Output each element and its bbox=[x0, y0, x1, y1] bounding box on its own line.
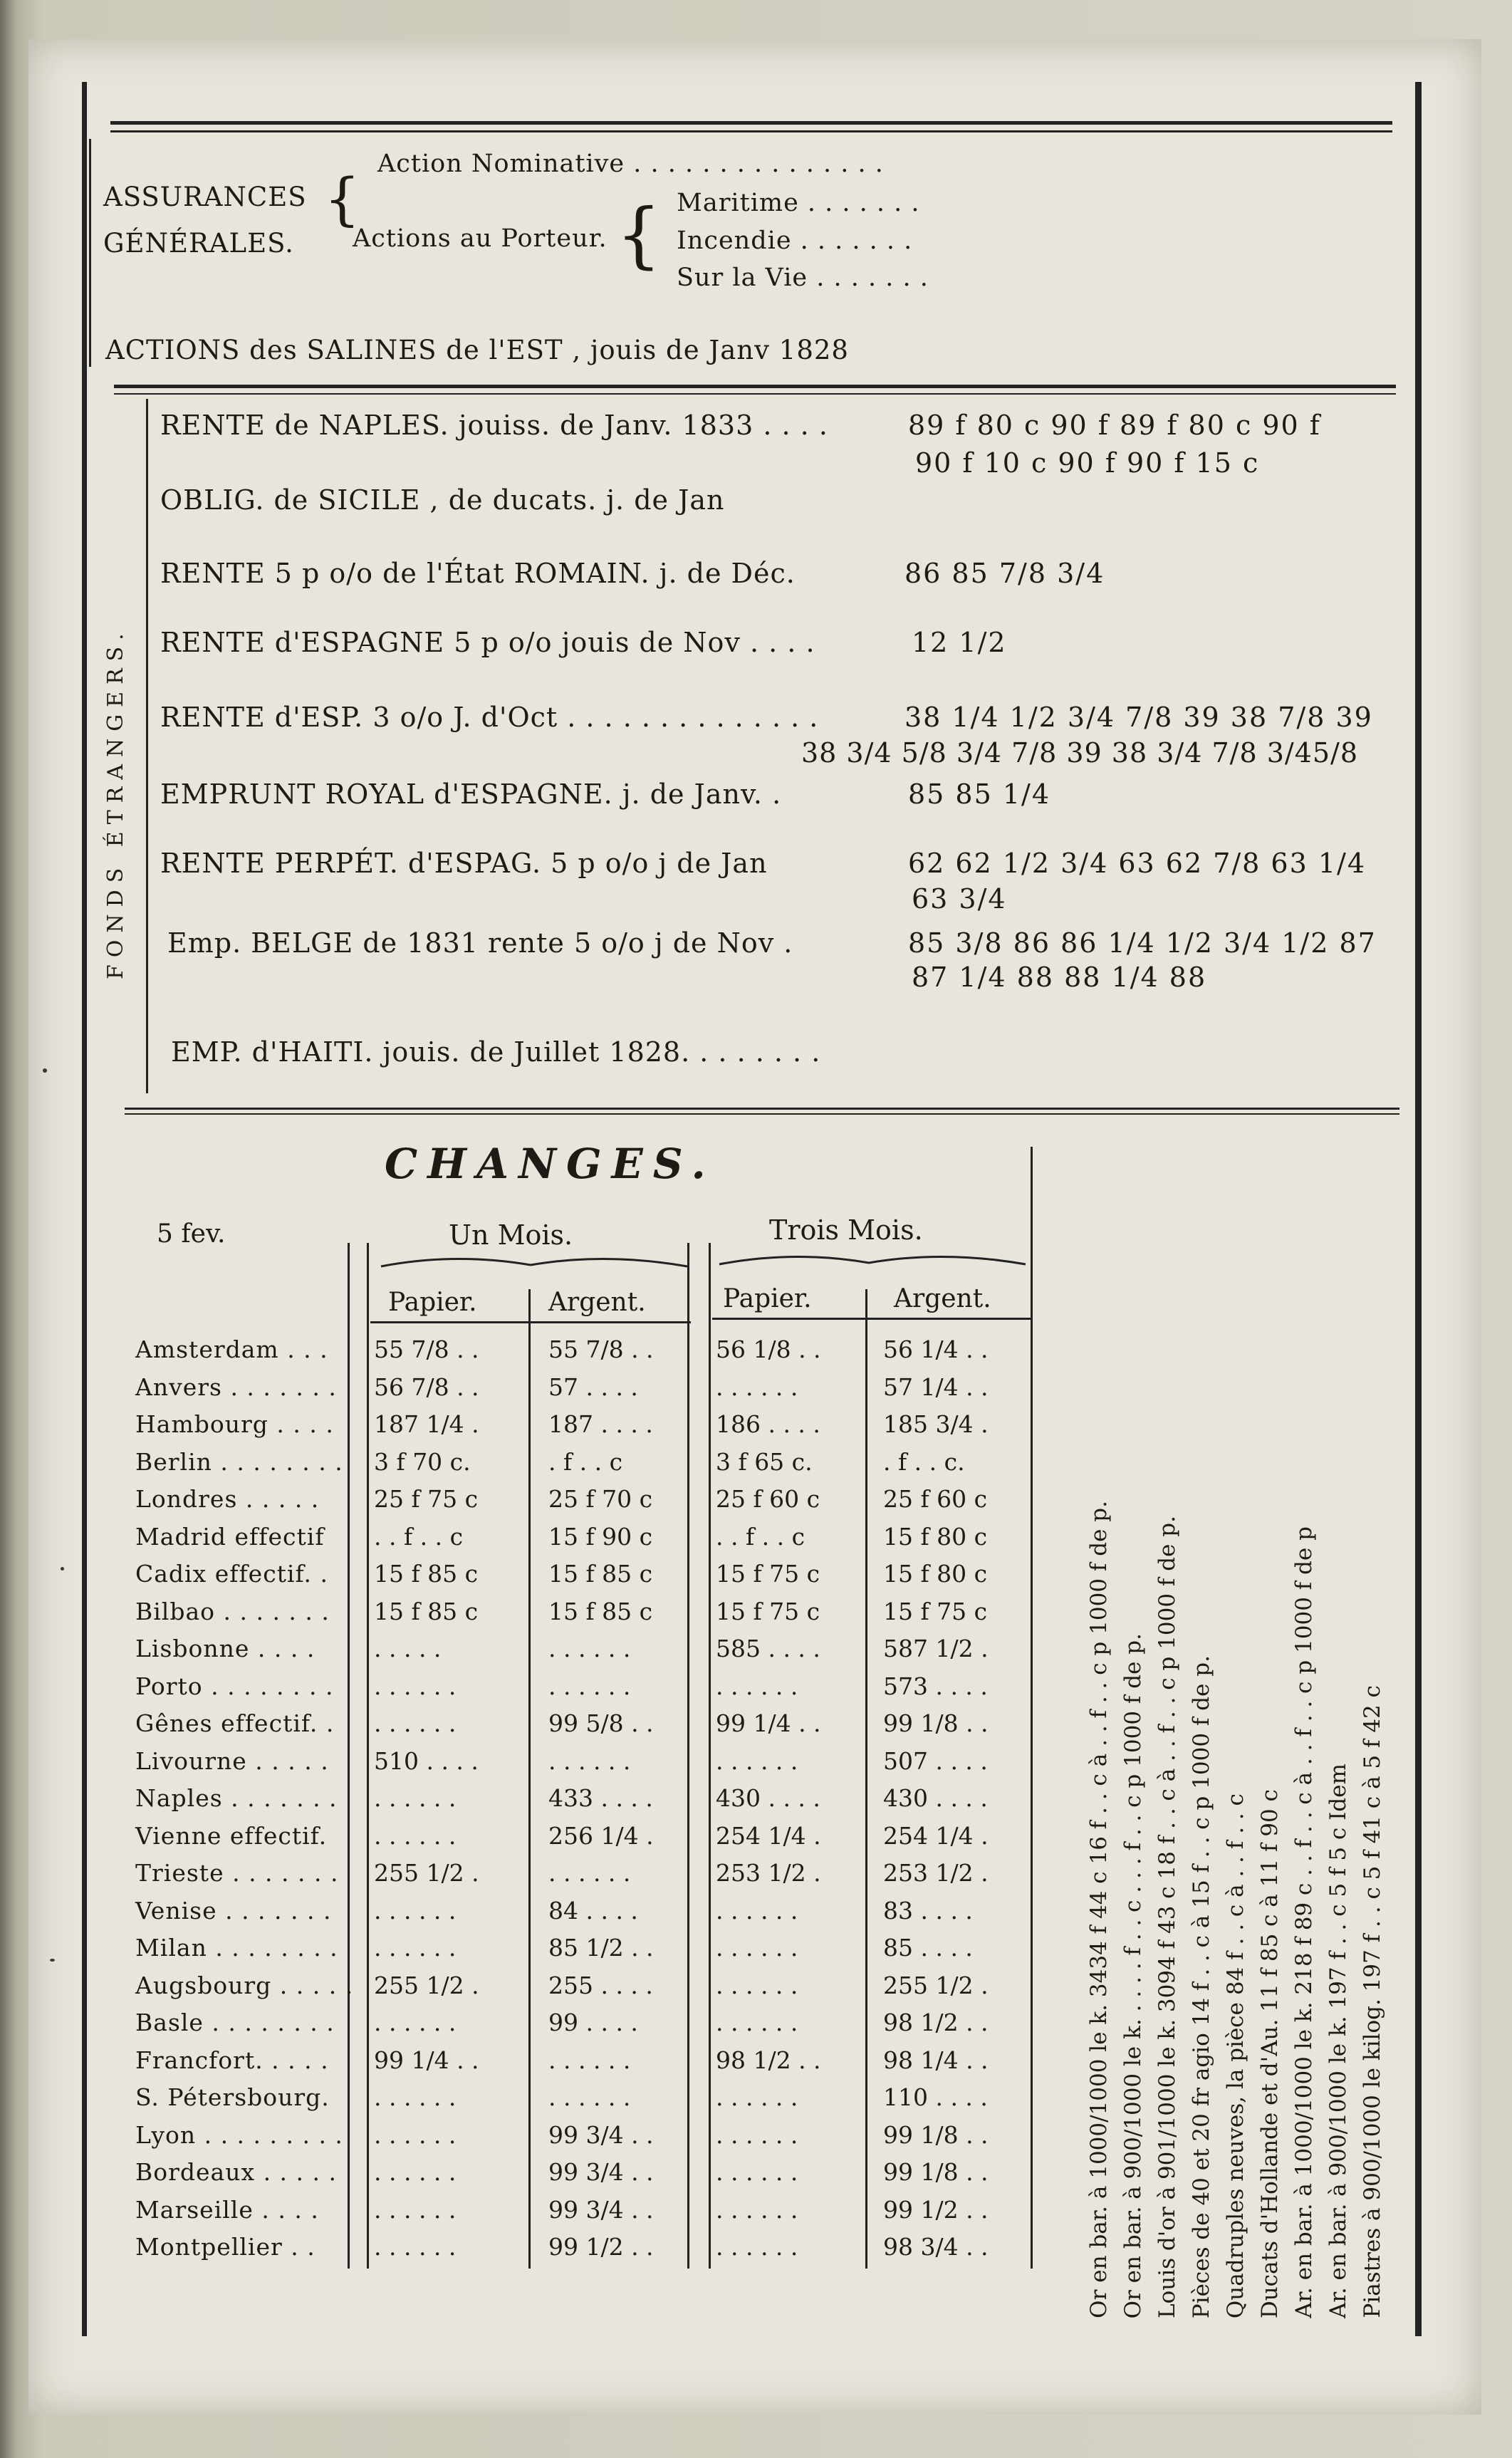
change-cell-c4: 99 1/8 . . bbox=[883, 2121, 989, 2149]
fonds-value-4-extra: 38 3/4 5/8 3/4 7/8 39 38 3/4 7/8 3/45/8 bbox=[801, 737, 1359, 769]
change-cell-c1: 25 f 75 c bbox=[374, 1485, 479, 1513]
brace-right: { bbox=[616, 193, 662, 276]
actions-porteur: Actions au Porteur. bbox=[353, 224, 608, 253]
metal-label: Ar. en bar. à 900/1000 le k. bbox=[1325, 2016, 1351, 2318]
speck bbox=[61, 1567, 64, 1571]
metal-value: 84 f . . c à . . f . . c bbox=[1223, 1793, 1248, 1995]
change-cell-c4: 185 3/4 . bbox=[883, 1410, 989, 1438]
metal-label: Louis d'or à 901/1000 le k. bbox=[1154, 2019, 1180, 2318]
change-cell-c3: . . . . . . bbox=[716, 2196, 798, 2224]
change-city: Milan . . . . . . . . bbox=[135, 1934, 338, 1962]
metal-line bbox=[1291, 1526, 1317, 2318]
change-cell-c2: 99 3/4 . . bbox=[548, 2158, 654, 2186]
change-cell-c2: . . . . . . bbox=[548, 2083, 631, 2111]
change-cell-c4: 98 1/2 . . bbox=[883, 2009, 989, 2036]
papier-header-3: Papier. bbox=[723, 1284, 812, 1313]
change-cell-c4: 430 . . . . bbox=[883, 1784, 988, 1812]
change-cell-c4: 254 1/4 . bbox=[883, 1822, 989, 1850]
change-cell-c3: . . . . . . bbox=[716, 2009, 798, 2036]
change-cell-c1: . . . . . . bbox=[374, 1934, 457, 1962]
change-city: Amsterdam . . . bbox=[135, 1335, 328, 1363]
un-mois-underline bbox=[370, 1321, 691, 1323]
change-cell-c3: 254 1/4 . bbox=[716, 1822, 821, 1850]
fonds-value-7b: 87 1/4 88 88 1/4 88 bbox=[912, 962, 1207, 993]
change-city: Francfort. . . . . bbox=[135, 2046, 329, 2074]
change-cell-c4: . f . . c. bbox=[883, 1448, 965, 1476]
change-cell-c1: . . . . . . bbox=[374, 2158, 457, 2186]
change-cell-c1: 15 f 85 c bbox=[374, 1598, 479, 1625]
col-rule-1 bbox=[348, 1243, 350, 2269]
un-mois-swash bbox=[377, 1245, 691, 1274]
fonds-value-6b: 63 3/4 bbox=[912, 883, 1007, 915]
change-cell-c4: 573 . . . . bbox=[883, 1672, 988, 1700]
change-city: Berlin . . . . . . . . bbox=[135, 1448, 343, 1476]
incendie: Incendie . . . . . . . bbox=[677, 226, 913, 255]
change-cell-c3: . . . . . . bbox=[716, 1373, 798, 1401]
change-city: Venise . . . . . . . bbox=[135, 1897, 332, 1925]
metal-label: Or en bar. à 1000/1000 le k. bbox=[1086, 2004, 1112, 2318]
speck bbox=[50, 1959, 55, 1962]
metal-line bbox=[1223, 1793, 1248, 2318]
change-cell-c1: . . . . . . bbox=[374, 2196, 457, 2224]
change-cell-c2: 255 . . . . bbox=[548, 1972, 653, 1999]
col-rule-1b bbox=[367, 1243, 369, 2269]
metal-gap bbox=[1257, 2012, 1283, 2019]
change-city: Livourne . . . . . bbox=[135, 1747, 329, 1775]
sur-la-vie: Sur la Vie . . . . . . . bbox=[677, 264, 929, 292]
change-city: Naples . . . . . . . bbox=[135, 1784, 338, 1812]
change-cell-c1: . . . . . . bbox=[374, 2009, 457, 2036]
metals-block bbox=[1086, 1122, 1399, 2333]
un-mois-header: Un Mois. bbox=[449, 1219, 573, 1251]
change-city: Anvers . . . . . . . bbox=[135, 1373, 337, 1401]
change-cell-c1: . . . . . . bbox=[374, 1672, 457, 1700]
change-cell-c2: 99 3/4 . . bbox=[548, 2196, 654, 2224]
change-cell-c3: . . . . . . bbox=[716, 1934, 798, 1962]
assurances-title-1: ASSURANCES bbox=[103, 182, 307, 212]
change-city: Basle . . . . . . . . bbox=[135, 2009, 335, 2036]
change-cell-c1: 255 1/2 . bbox=[374, 1859, 479, 1887]
change-cell-c2: 85 1/2 . . bbox=[548, 1934, 654, 1962]
metal-value: 3094 f 43 c 18 f . . c à . . f . . c p 1000 f de p. bbox=[1154, 1516, 1180, 2013]
change-cell-c3: 15 f 75 c bbox=[716, 1560, 820, 1588]
col-rule-2 bbox=[528, 1289, 531, 2269]
change-cell-c4: 99 1/2 . . bbox=[883, 2196, 989, 2224]
metal-gap bbox=[1360, 1992, 1385, 1999]
change-cell-c2: . . . . . . bbox=[548, 2046, 631, 2074]
change-cell-c2: . . . . . . bbox=[548, 1747, 631, 1775]
change-cell-c2: 256 1/4 . bbox=[548, 1822, 654, 1850]
fonds-label-5: EMPRUNT ROYAL d'ESPAGNE. j. de Janv. . bbox=[160, 778, 782, 810]
metal-gap bbox=[1325, 2009, 1351, 2016]
metal-label: Quadruples neuves, la pièce bbox=[1223, 2001, 1248, 2318]
change-cell-c3: 99 1/4 . . bbox=[716, 1709, 821, 1737]
change-cell-c1: 3 f 70 c. bbox=[374, 1448, 471, 1476]
change-cell-c3: . . . . . . bbox=[716, 1672, 798, 1700]
fonds-label-3: RENTE d'ESPAGNE 5 p o/o jouis de Nov . . . . bbox=[160, 627, 815, 658]
change-city: Vienne effectif. bbox=[135, 1822, 328, 1850]
separator-changes bbox=[125, 1108, 1399, 1115]
change-cell-c2: 84 . . . . bbox=[548, 1897, 638, 1925]
metal-value: 11 f 85 c à 11 f 90 c bbox=[1257, 1788, 1283, 2012]
change-cell-c2: 433 . . . . bbox=[548, 1784, 653, 1812]
metal-line bbox=[1325, 1764, 1351, 2318]
change-city: Lyon . . . . . . . . . bbox=[135, 2121, 343, 2149]
change-cell-c4: 587 1/2 . bbox=[883, 1635, 989, 1662]
change-cell-c2: 55 7/8 . . bbox=[548, 1335, 654, 1363]
col-rule-4 bbox=[865, 1289, 867, 2269]
assurances-title-2: GÉNÉRALES. bbox=[103, 228, 294, 259]
metal-gap bbox=[1086, 1997, 1112, 2004]
change-cell-c1: . . f . . c bbox=[374, 1523, 464, 1551]
change-cell-c4: 99 1/8 . . bbox=[883, 2158, 989, 2186]
change-city: Madrid effectif bbox=[135, 1523, 325, 1551]
change-city: Trieste . . . . . . . bbox=[135, 1859, 339, 1887]
change-cell-c2: . . . . . . bbox=[548, 1672, 631, 1700]
change-cell-c2: 15 f 85 c bbox=[548, 1598, 653, 1625]
change-cell-c1: 99 1/4 . . bbox=[374, 2046, 479, 2074]
change-cell-c2: 99 1/2 . . bbox=[548, 2233, 654, 2261]
metal-label: Ar. en bar. à 1000/1000 le k. bbox=[1291, 2001, 1317, 2318]
change-cell-c4: 25 f 60 c bbox=[883, 1485, 988, 1513]
change-cell-c3: . . . . . . bbox=[716, 1972, 798, 1999]
change-cell-c2: . f . . c bbox=[548, 1448, 623, 1476]
metal-gap bbox=[1120, 2011, 1146, 2019]
change-cell-c3: 253 1/2 . bbox=[716, 1859, 821, 1887]
trois-mois-swash bbox=[716, 1243, 1029, 1271]
change-cell-c2: 57 . . . . bbox=[548, 1373, 638, 1401]
change-cell-c3: 430 . . . . bbox=[716, 1784, 820, 1812]
change-city: Gênes effectif. . bbox=[135, 1709, 335, 1737]
change-cell-c4: 83 . . . . bbox=[883, 1897, 973, 1925]
changes-date: 5 fev. bbox=[157, 1219, 226, 1249]
metal-label: Or en bar. à 900/1000 le k. bbox=[1120, 2018, 1146, 2318]
fonds-value-2: 86 85 7/8 3/4 bbox=[904, 558, 1105, 589]
fonds-label-4: RENTE d'ESP. 3 o/o J. d'Oct . . . . . . . . . . . . . . bbox=[160, 702, 819, 733]
change-city: Augsbourg . . . . . bbox=[135, 1972, 354, 1999]
argent-header-3: Argent. bbox=[894, 1284, 991, 1313]
change-cell-c3: . . . . . . bbox=[716, 1747, 798, 1775]
metal-gap bbox=[1189, 2026, 1214, 2033]
change-cell-c4: 15 f 80 c bbox=[883, 1560, 988, 1588]
change-cell-c3: 186 . . . . bbox=[716, 1410, 820, 1438]
change-city: Londres . . . . . bbox=[135, 1485, 320, 1513]
fonds-label-1: OBLIG. de SICILE , de ducats. j. de Jan bbox=[160, 484, 725, 516]
trois-mois-underline bbox=[712, 1318, 1033, 1320]
change-cell-c1: . . . . . . bbox=[374, 1709, 457, 1737]
metal-line bbox=[1257, 1789, 1283, 2318]
fonds-value-4: 38 1/4 1/2 3/4 7/8 39 38 7/8 39 bbox=[904, 702, 1373, 733]
fonds-value-0a: 89 f 80 c 90 f 89 f 80 c 90 f bbox=[908, 410, 1321, 441]
fonds-label-2: RENTE 5 p o/o de l'État ROMAIN. j. de Déc. bbox=[160, 558, 796, 589]
change-cell-c2: 15 f 90 c bbox=[548, 1523, 653, 1551]
change-cell-c3: . . . . . . bbox=[716, 2158, 798, 2186]
change-cell-c3: . . . . . . bbox=[716, 2083, 798, 2111]
change-city: Cadix effectif. . bbox=[135, 1560, 328, 1588]
left-rule bbox=[89, 139, 91, 367]
argent-header-1: Argent. bbox=[548, 1288, 646, 1317]
fonds-value-7a: 85 3/8 86 86 1/4 1/2 3/4 1/2 87 bbox=[908, 927, 1377, 959]
col-rule-3 bbox=[687, 1243, 689, 2269]
change-cell-c4: 110 . . . . bbox=[883, 2083, 988, 2111]
change-city: Hambourg . . . . bbox=[135, 1410, 334, 1438]
fonds-value-3: 12 1/2 bbox=[912, 627, 1007, 658]
change-cell-c1: . . . . . . bbox=[374, 2233, 457, 2261]
metal-gap bbox=[1154, 2012, 1180, 2019]
change-cell-c4: 57 1/4 . . bbox=[883, 1373, 989, 1401]
change-cell-c1: 187 1/4 . bbox=[374, 1410, 479, 1438]
change-cell-c4: 56 1/4 . . bbox=[883, 1335, 989, 1363]
metal-line bbox=[1086, 1501, 1112, 2318]
metal-value: 3434 f 44 c 16 f . . c à . . f . . c p 1000 f de p. bbox=[1086, 1501, 1112, 1998]
changes-title: CHANGES. bbox=[385, 1140, 716, 1188]
change-cell-c4: 253 1/2 . bbox=[883, 1859, 989, 1887]
fonds-etrangers-label: FONDS ÉTRANGERS. bbox=[103, 626, 128, 979]
action-nominative: Action Nominative . . . . . . . . . . . . . . . bbox=[377, 150, 884, 178]
col-rule-3b bbox=[709, 1243, 711, 2269]
salines: ACTIONS des SALINES de l'EST , jouis de Janv 1828 bbox=[105, 335, 849, 365]
metal-line bbox=[1189, 1655, 1214, 2318]
metal-label: Ducats d'Hollande et d'Au. bbox=[1257, 2019, 1283, 2318]
change-cell-c1: . . . . . . bbox=[374, 1897, 457, 1925]
change-cell-c1: 56 7/8 . . bbox=[374, 1373, 479, 1401]
fonds-label-7: Emp. BELGE de 1831 rente 5 o/o j de Nov . bbox=[167, 927, 793, 959]
maritime: Maritime . . . . . . . bbox=[677, 189, 920, 217]
metal-line bbox=[1360, 1685, 1385, 2318]
change-cell-c4: 255 1/2 . bbox=[883, 1972, 989, 1999]
change-cell-c4: 99 1/8 . . bbox=[883, 1709, 989, 1737]
change-cell-c2: 187 . . . . bbox=[548, 1410, 653, 1438]
change-cell-c1: 510 . . . . bbox=[374, 1747, 479, 1775]
change-cell-c3: 3 f 65 c. bbox=[716, 1448, 813, 1476]
metal-line bbox=[1154, 1516, 1180, 2318]
change-cell-c3: 98 1/2 . . bbox=[716, 2046, 821, 2074]
change-city: Montpellier . . bbox=[135, 2233, 316, 2261]
change-cell-c1: 55 7/8 . . bbox=[374, 1335, 479, 1363]
change-city: Marseille . . . . bbox=[135, 2196, 319, 2224]
change-cell-c1: 15 f 85 c bbox=[374, 1560, 479, 1588]
change-cell-c4: 507 . . . . bbox=[883, 1747, 988, 1775]
metal-value: 197 f . . c 5 f 5 c Idem bbox=[1325, 1764, 1351, 2009]
change-cell-c1: . . . . . bbox=[374, 1635, 442, 1662]
fonds-value-0b: 90 f 10 c 90 f 90 f 15 c bbox=[915, 447, 1260, 479]
change-cell-c2: 99 3/4 . . bbox=[548, 2121, 654, 2149]
top-rule bbox=[110, 121, 1392, 132]
separator-fonds bbox=[114, 385, 1396, 395]
change-cell-c2: 15 f 85 c bbox=[548, 1560, 653, 1588]
metal-label: Piastres à 900/1000 le kilog. bbox=[1360, 1999, 1385, 2318]
fonds-value-5: 85 85 1/4 bbox=[908, 778, 1051, 810]
brace-left: { bbox=[324, 166, 360, 232]
papier-header-1: Papier. bbox=[388, 1288, 477, 1317]
change-cell-c2: . . . . . . bbox=[548, 1859, 631, 1887]
speck bbox=[43, 1068, 47, 1073]
fonds-label-6: RENTE PERPÉT. d'ESPAG. 5 p o/o j de Jan bbox=[160, 848, 768, 879]
metal-line bbox=[1120, 1633, 1146, 2318]
change-city: S. Pétersbourg. bbox=[135, 2083, 330, 2111]
change-cell-c3: . . . . . . bbox=[716, 2233, 798, 2261]
metal-gap bbox=[1291, 1995, 1317, 2002]
metal-label: Pièces de 40 et 20 fr agio bbox=[1189, 2033, 1214, 2318]
change-cell-c3: . . . . . . bbox=[716, 2121, 798, 2149]
change-cell-c2: 25 f 70 c bbox=[548, 1485, 653, 1513]
change-cell-c3: 585 . . . . bbox=[716, 1635, 820, 1662]
change-city: Porto . . . . . . . . bbox=[135, 1672, 334, 1700]
change-cell-c3: 25 f 60 c bbox=[716, 1485, 820, 1513]
change-city: Lisbonne . . . . bbox=[135, 1635, 316, 1662]
metal-value: 14 f . . c à 15 f . . c p 1000 f de p. bbox=[1189, 1655, 1214, 2026]
change-cell-c1: . . . . . . bbox=[374, 2083, 457, 2111]
fonds-rule bbox=[146, 399, 148, 1093]
change-cell-c1: . . . . . . bbox=[374, 2121, 457, 2149]
fonds-label-0: RENTE de NAPLES. jouiss. de Janv. 1833 . . . . bbox=[160, 410, 828, 441]
change-cell-c4: 98 3/4 . . bbox=[883, 2233, 989, 2261]
change-cell-c3: 15 f 75 c bbox=[716, 1598, 820, 1625]
metal-value: 197 f . . c 5 f 41 c à 5 f 42 c bbox=[1360, 1685, 1385, 1992]
change-cell-c4: 85 . . . . bbox=[883, 1934, 973, 1962]
fonds-value-6a: 62 62 1/2 3/4 63 62 7/8 63 1/4 bbox=[908, 848, 1367, 879]
col-rule-5 bbox=[1031, 1147, 1033, 2269]
metal-value: 218 f 89 c . . f . . c à . . f . . c p 1000 f de p bbox=[1291, 1526, 1317, 1995]
change-cell-c3: . . . . . . bbox=[716, 1897, 798, 1925]
change-cell-c3: . . f . . c bbox=[716, 1523, 805, 1551]
change-city: Bilbao . . . . . . . bbox=[135, 1598, 330, 1625]
change-cell-c4: 15 f 80 c bbox=[883, 1523, 988, 1551]
change-cell-c1: . . . . . . bbox=[374, 1822, 457, 1850]
change-cell-c2: . . . . . . bbox=[548, 1635, 631, 1662]
metal-value: . . . . f . . c . . . f . . c p 1000 f de p. bbox=[1120, 1632, 1146, 2011]
change-cell-c2: 99 5/8 . . bbox=[548, 1709, 654, 1737]
change-city: Bordeaux . . . . . bbox=[135, 2158, 337, 2186]
change-cell-c4: 15 f 75 c bbox=[883, 1598, 988, 1625]
change-cell-c4: 98 1/4 . . bbox=[883, 2046, 989, 2074]
change-cell-c1: . . . . . . bbox=[374, 1784, 457, 1812]
change-cell-c2: 99 . . . . bbox=[548, 2009, 638, 2036]
fonds-label-8: EMP. d'HAITI. jouis. de Juillet 1828. . . . . . . . bbox=[171, 1036, 821, 1068]
metal-gap bbox=[1223, 1995, 1248, 2002]
trois-mois-header: Trois Mois. bbox=[769, 1214, 923, 1246]
change-cell-c1: 255 1/2 . bbox=[374, 1972, 479, 1999]
change-cell-c3: 56 1/8 . . bbox=[716, 1335, 821, 1363]
